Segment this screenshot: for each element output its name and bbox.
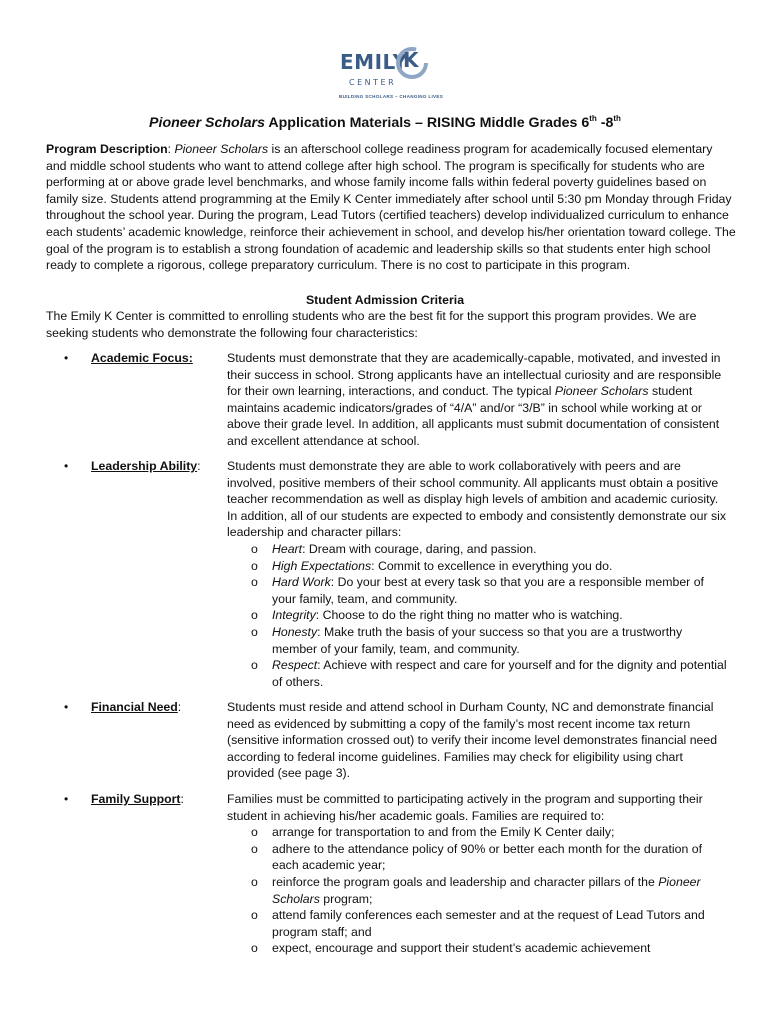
logo-k-text: K (403, 48, 419, 72)
bullet-icon: • (64, 792, 69, 806)
program-description-text: is an afterschool college readiness program for academically focused elementary and middle school students who want to attend college after high school. The program is specifically for students who are performing at or above grade level benchmarks, and whose family income falls within federal poverty guidelines based on family size. Students attend programming at the Emily K Center immediately after school until 5:30 pm Monday through Friday throughout the school year. During the program, Lead Tutors (certified teachers) develop individualized curriculum to enhance each students’ academic knowledge, reinforce their achievement in school, and develop his/her orientation toward college. The goal of the program is to establish a strong foundation of academic and leadership skills so that students enter high school ready to complete a rigorous, college preparatory curriculum. There is no cost to participate in this program. (46, 142, 736, 273)
title-mid: -8 (596, 115, 614, 131)
logo-center-text: CENTER (349, 78, 397, 87)
criterion-label: Financial Need: (91, 700, 182, 714)
bullet-icon: • (64, 351, 69, 365)
pillar-heart: o Heart: Dream with courage, daring, and passion. (251, 541, 537, 556)
criterion-text: Families must be committed to participating actively in the program and supporting their student in achieving his/her academic goals. Families are required to: o arrange for transportation to and from the Emily K Center daily; o adhere to the attendance policy of 90% or better each month for the duration of each academic year; o reinforce the program goals and leadership and character pillars of the Pioneer Scholars program; o attend family conferences each semester and at the request of Lead Tutors and program staff; and o expect, encourage and support their student’s academic achievement (227, 791, 727, 957)
family-requirement: o reinforce the program goals and leadership and character pillars of the Pioneer Scholars program; (251, 874, 701, 906)
criterion-label: Leadership Ability: (91, 459, 201, 473)
criterion-label: Family Support: (91, 792, 184, 806)
program-description (46, 141, 736, 274)
title-text: Application Materials – RISING Middle Grades 6 (264, 115, 590, 131)
pillar-integrity: o Integrity: Choose to do the right thing no matter who is watching. (251, 608, 623, 623)
criterion-text: Students must demonstrate they are able to work collaboratively with peers and are involved, positive members of their school community. All applicants must obtain a positive teacher recommendation as well as display high levels of ambition and academic curiosity. In addition, all of our students are expected to embody and consistently demonstrate our six leadership and character pillars: o Heart: Dream with courage, daring, and passion. o High Expectations: Commit to excellence in everything you do. o Hard Work: Do your best at every task so that you are a responsible member of your family, team, and community. o Integrity: Choose to do the right thing no matter who is watching. o Honesty: Make truth the basis of your success so that you are a trustworthy member of your family, team, and community. o Respect: Achieve with respect and care for yourself and for the dignity and potential of others. (227, 459, 727, 689)
pillar-hard-work: o Hard Work: Do your best at every task so that you are a responsible member of your family, team, and community. (251, 575, 704, 606)
emily-k-center-logo (337, 44, 444, 100)
logo-tagline: BUILDING SCHOLARS – CHANGING LIVES (339, 94, 444, 99)
page-title (0, 115, 770, 132)
title-sup-1: th (589, 114, 597, 123)
pillar-honesty: o Honesty: Make truth the basis of your success so that you are a trustworthy member of your family, team, and community. (251, 624, 683, 656)
family-requirement: o expect, encourage and support their student’s academic achievement (251, 941, 651, 956)
title-sup-2: th (613, 114, 621, 123)
program-description-colon: : (167, 142, 175, 156)
family-requirement: o attend family conferences each semester and at the request of Lead Tutors and program staff; and (251, 908, 705, 939)
criterion-label: Academic Focus: (91, 351, 193, 365)
pillar-high-expectations: o High Expectations: Commit to excellence in everything you do. (251, 558, 613, 573)
criterion-text: Students must reside and attend school in Durham County, NC and demonstrate financial need as evidenced by submitting a copy of the family’s most recent income tax return (sensitive information crossed out) to verify their income level demonstrates financial need according to federal income guidelines. Families may check for eligibility using chart provided (see page 3). (227, 700, 718, 781)
admission-intro: The Emily K Center is committed to enrolling students who are the best fit for the support this program provides. We are seeking students who demonstrate the following four characteristics: (46, 309, 697, 340)
family-requirement: o arrange for transportation to and from the Emily K Center daily; (251, 825, 615, 840)
bullet-icon: • (64, 459, 69, 473)
program-description-italic: Pioneer Scholars (174, 142, 269, 156)
logo-emily-text: EMILY (340, 50, 408, 74)
program-description-label: Program Description (46, 142, 168, 156)
criterion-text: Students must demonstrate that they are academically-capable, motivated, and invested in their success in school. Strong applicants have an intellectual curiosity and are responsible for their own learning, interactions, and conduct. The typical Pioneer Scholars student maintains academic indicators/grades of “4/A” and/or “3/B” in school while working at or above their grade level. In addition, all applicants must submit documentation of consistent and excellent attendance at school. (227, 351, 722, 448)
title-program-name: Pioneer Scholars (149, 115, 265, 131)
family-requirement: o adhere to the attendance policy of 90% or better each month for the duration of each academic year; (251, 841, 702, 873)
pillar-respect: o Respect: Achieve with respect and care for yourself and for the dignity and potential of others. (251, 658, 727, 689)
bullet-icon: • (64, 700, 69, 714)
admission-criteria-heading: Student Admission Criteria (305, 293, 465, 307)
